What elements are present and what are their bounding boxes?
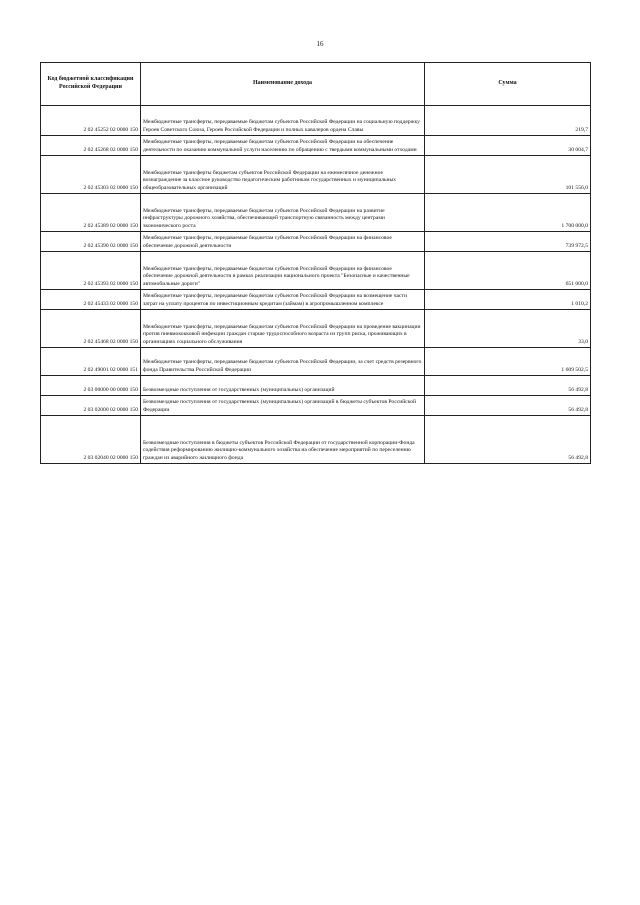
row-sum: 101 556,0 — [425, 156, 591, 194]
row-code: 2 03 00000 00 0000 150 — [41, 376, 141, 396]
row-sum: 1 700 000,0 — [425, 194, 591, 232]
row-sum: 739 972,5 — [425, 232, 591, 252]
row-name: Межбюджетные трансферты, передаваемые бюджетам субъектов Российской Федерации на финансовое обеспечение дорожной деятельности в рамках реализации национального проекта "Безопасные и качественные автомобильные дороги" — [141, 252, 425, 290]
row-name: Безвозмездные поступления от государственных (муниципальных) организаций в бюджеты субъектов Российской Федерации — [141, 396, 425, 416]
row-code: 2 02 49001 02 0000 151 — [41, 348, 141, 376]
row-sum: 56 492,8 — [425, 376, 591, 396]
header-name: Наименование дохода — [141, 63, 425, 106]
row-sum: 219,7 — [425, 106, 591, 136]
row-code: 2 02 45268 02 0000 150 — [41, 136, 141, 156]
row-sum: 30 004,7 — [425, 136, 591, 156]
table-header-row — [41, 63, 591, 106]
row-code: 2 03 02000 02 0000 150 — [41, 396, 141, 416]
table-row — [41, 396, 591, 416]
row-name: Межбюджетные трансферты, передаваемые бюджетам субъектов Российской Федерации, за счет средств резервного фонда Правительства Российской Федерации — [141, 348, 425, 376]
row-name: Межбюджетные трансферты, передаваемые бюджетам субъектов Российской Федерации на развитие инфраструктуры дорожного хозяйства, обеспечивающей транспортную связанность между центрами экономического роста — [141, 194, 425, 232]
row-sum: 1 010,2 — [425, 290, 591, 310]
row-name: Безвозмездные поступления в бюджеты субъектов Российской Федерации от государственной корпорации-Фонда содействия реформированию жилищно-коммунального хозяйства на обеспечение мероприятий по переселению граждан из аварийного жилищного фонда — [141, 416, 425, 464]
page-number: 16 — [316, 40, 324, 48]
table-row — [41, 310, 591, 348]
row-code: 2 02 45390 02 0000 150 — [41, 232, 141, 252]
table-row — [41, 232, 591, 252]
table-row — [41, 376, 591, 396]
table-row — [41, 348, 591, 376]
row-name: Межбюджетные трансферты, передаваемые бюджетам субъектов Российской Федерации на финансовое обеспечение дорожной деятельности — [141, 232, 425, 252]
row-code: 2 02 45468 02 0000 150 — [41, 310, 141, 348]
row-name: Межбюджетные трансферты, передаваемые бюджетам субъектов Российской Федерации на социальную поддержку Героев Советского Союза, Героев Российской Федерации и полных кавалеров ордена Славы — [141, 106, 425, 136]
row-code: 2 02 45433 02 0000 150 — [41, 290, 141, 310]
row-name: Межбюджетные трансферты бюджетам субъектов Российской Федерации на ежемесячное денежное вознаграждение за классное руководство педагогическим работникам государственных и муниципальных общеобразовательных организаций — [141, 156, 425, 194]
row-name: Межбюджетные трансферты, передаваемые бюджетам субъектов Российской Федерации на возмещение части затрат на уплату процентов по инвестиционным кредитам (займам) в агропромышленном комплексе — [141, 290, 425, 310]
header-sum: Сумма — [425, 63, 591, 106]
row-code: 2 02 45389 02 0000 150 — [41, 194, 141, 232]
row-code: 2 03 02040 02 0000 150 — [41, 416, 141, 464]
table-row — [41, 194, 591, 232]
table-row — [41, 252, 591, 290]
header-code: Код бюджетной классификации Российской Федерации — [41, 63, 141, 106]
row-sum: 56 492,8 — [425, 416, 591, 464]
table-body — [41, 106, 591, 464]
row-sum: 33,0 — [425, 310, 591, 348]
row-code: 2 02 45252 02 0000 150 — [41, 106, 141, 136]
table-row — [41, 290, 591, 310]
row-name: Межбюджетные трансферты, передаваемые бюджетам субъектов Российской Федерации на обеспечение деятельности по оказанию коммунальной услуги населению по обращению с твердыми коммунальными отходами — [141, 136, 425, 156]
budget-revenue-table — [40, 62, 591, 464]
table-row — [41, 416, 591, 464]
row-code: 2 02 45303 02 0000 150 — [41, 156, 141, 194]
table-row — [41, 156, 591, 194]
table-row — [41, 136, 591, 156]
row-name: Безвозмездные поступления от государственных (муниципальных) организаций — [141, 376, 425, 396]
row-name: Межбюджетные трансферты, передаваемые бюджетам субъектов Российской Федерации на проведение вакцинации против пневмококковой инфекции граждан старше трудоспособного возраста из групп риска, проживающих в организациях социального обслуживания — [141, 310, 425, 348]
row-sum: 1 609 502,5 — [425, 348, 591, 376]
row-sum: 56 492,8 — [425, 396, 591, 416]
table-row — [41, 106, 591, 136]
row-sum: 651 000,0 — [425, 252, 591, 290]
row-code: 2 02 45393 02 0000 150 — [41, 252, 141, 290]
